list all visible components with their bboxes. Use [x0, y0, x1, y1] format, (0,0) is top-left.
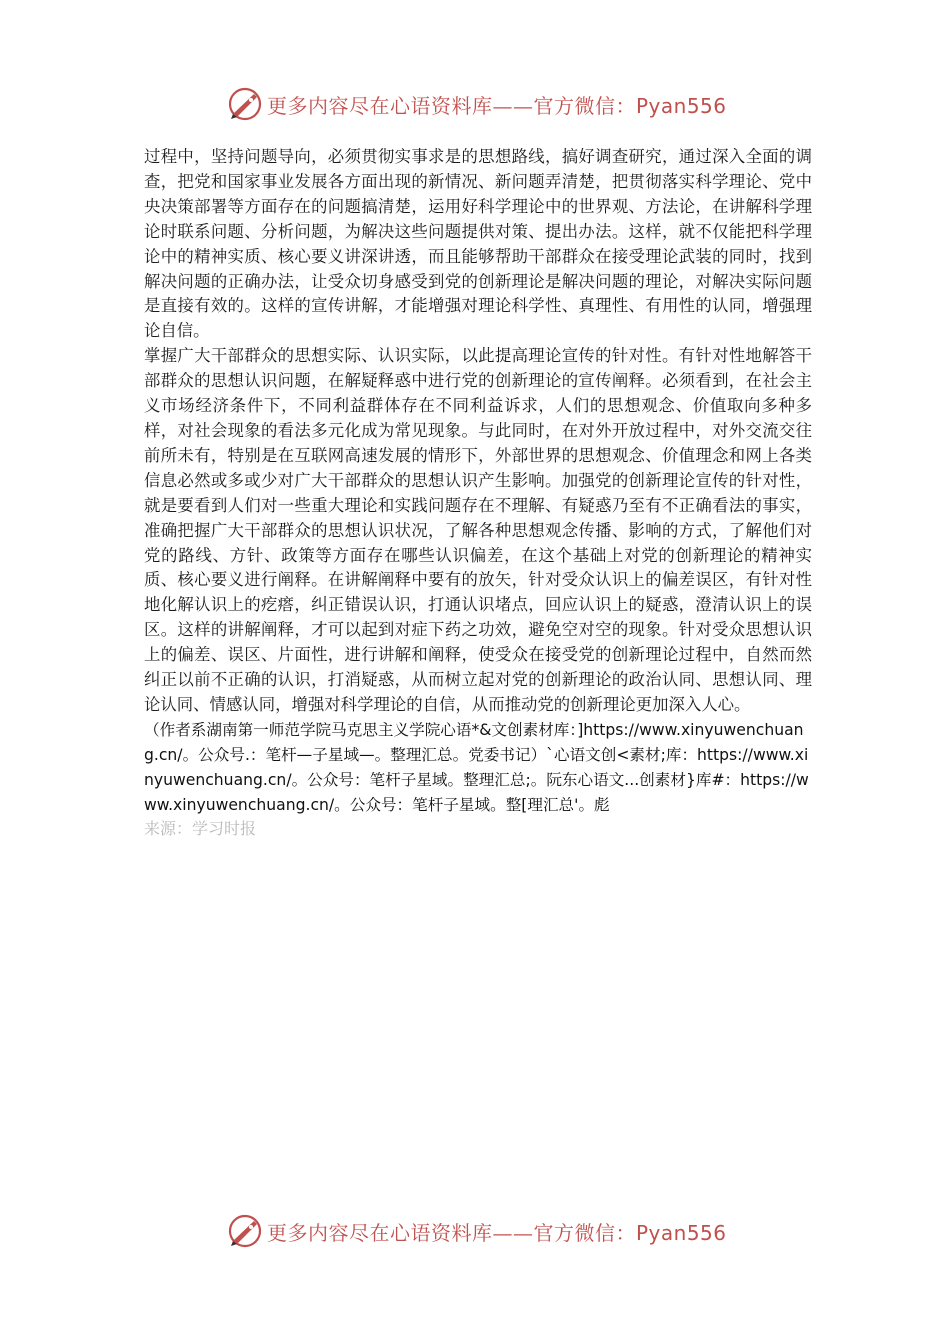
paragraph-2: 掌握广大干部群众的思想实际、认识实际，以此提高理论宣传的针对性。有针对性地解答干部群众的思想认识问题，在解疑释惑中进行党的创新理论的宣传阐释。必须看到，在社会主义市场经济条件下，不同利益群体存在不同利益诉求，人们的思想观念、价值取向多种多样，对社会现象的看法多元化成为常见现象。与此同时，在对外开放过程中，对外交流交往前所未有，特别是在互联网高速发展的情形下，外部世界的思想观念、价值理念和网上各类信息必然或多或少对广大干部群众的思想认识产生影响。加强党的创新理论宣传的针对性，就是要看到人们对一些重大理论和实践问题存在不理解、有疑惑乃至有不正确看法的事实，准确把握广大干部群众的思想认识状况，了解各种思想观念传播、影响的方式，了解他们对党的路线、方针、政策等方面存在哪些认识偏差，在这个基础上对党的创新理论的精神实质、核心要义进行阐释。在讲解阐释中要有的放矢，针对受众认识上的偏差误区，有针对性地化解认识上的疙瘩，纠正错误认识，打通认识堵点，回应认识上的疑惑，澄清认识上的误区。这样的讲解阐释，才可以起到对症下药之功效，避免空对空的现象。针对受众思想认识上的偏差、误区、片面性，进行讲解和阐释，使受众在接受党的创新理论过程中，自然而然纠正以前不正确的认识，打消疑惑，从而树立起对党的创新理论的政治认同、思想认同、理论认同、情感认同，增强对科学理论的自信，从而推动党的创新理论更加深入人心。 — [144, 346, 812, 714]
pen-circle-logo-icon — [227, 86, 263, 122]
banner-text: 更多内容尽在心语资料库——官方微信：Pyan556 — [267, 93, 727, 118]
article-body — [144, 145, 812, 842]
footer-banner — [0, 1211, 950, 1251]
source-line: 来源：学习时报 — [144, 819, 257, 839]
pen-circle-logo-icon — [227, 1213, 263, 1249]
banner-text: 更多内容尽在心语资料库——官方微信：Pyan556 — [267, 1220, 727, 1245]
header-banner — [0, 84, 950, 124]
author-credit: （作者系湖南第一师范学院马克思主义学院心语*&文创素材库：]https://www.xinyuwenchuang.cn/。公众号.：笔杆—子星域—。整理汇总。党委书记）`心语文创<素材;库：https://www.xinyuwenchuang.cn/。公众号：笔杆子星域。整理汇总;。阮东心语文...创素材}库#：https://www.xinyuwenchuang.cn/。公众号：笔杆子星域。整[理汇总'。彪 — [144, 720, 809, 814]
paragraph-1: 过程中，坚持问题导向，必须贯彻实事求是的思想路线，搞好调查研究，通过深入全面的调查，把党和国家事业发展各方面出现的新情况、新问题弄清楚，把贯彻落实科学理论、党中央决策部署等方面存在的问题搞清楚，运用好科学理论中的世界观、方法论，在讲解科学理论时联系问题、分析问题，为解决这些问题提供对策、提出办法。这样，就不仅能把科学理论中的精神实质、核心要义讲深讲透，而且能够帮助干部群众在接受理论武装的同时，找到解决问题的正确办法，让受众切身感受到党的创新理论是解决问题的理论，对解决实际问题是直接有效的。这样的宣传讲解，才能增强对理论科学性、真理性、有用性的认同，增强理论自信。 — [144, 147, 812, 341]
